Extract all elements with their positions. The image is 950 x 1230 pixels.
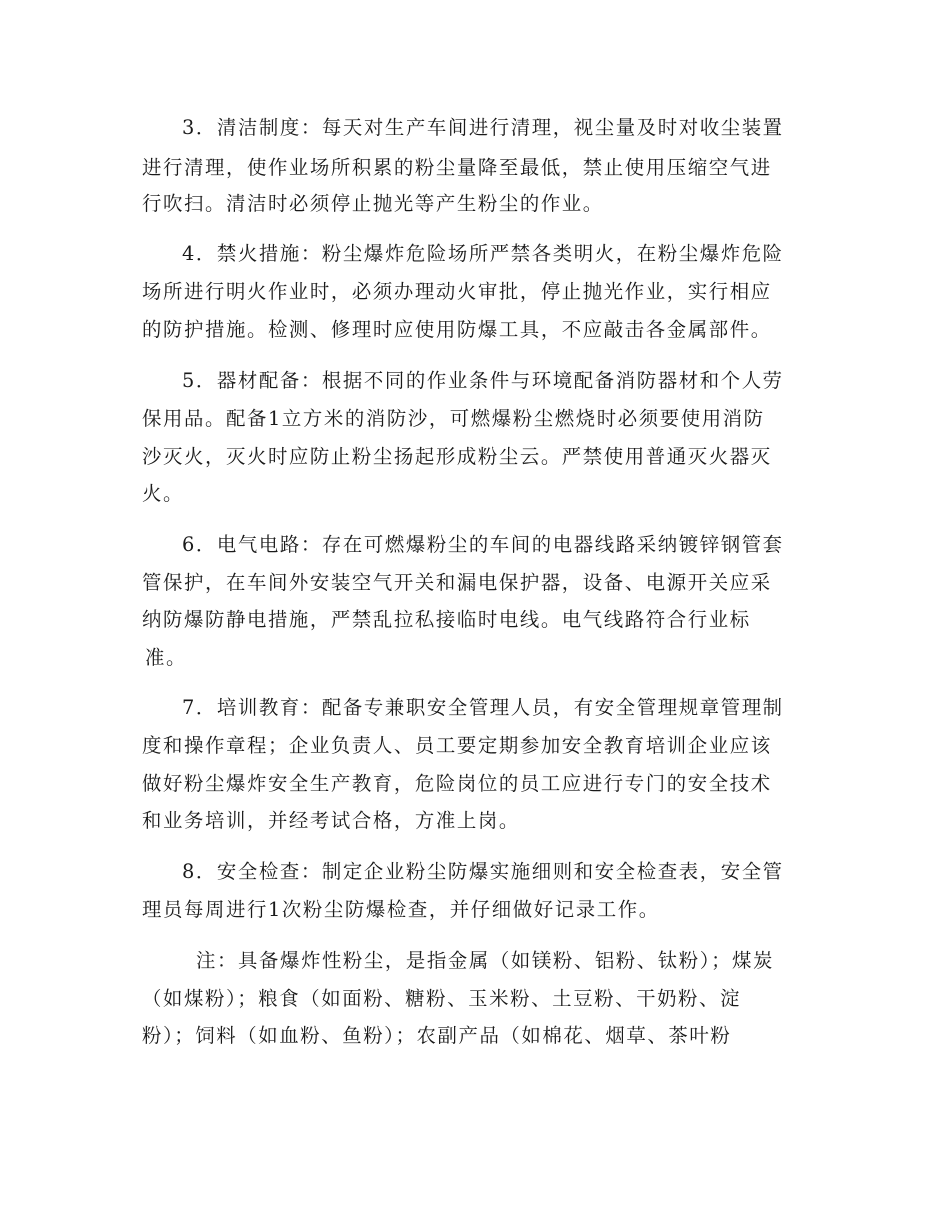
paragraph-2-line-2: 场所进行明火作业时，必须办理动火审批，停止抛光作业，实行相应 xyxy=(142,280,772,303)
paragraph-1-line-3: 行吹扫。清洁时必须停止抛光等产生粉尘的作业。 xyxy=(142,192,604,215)
paragraph-6-line-2: 理员每周进行1次粉尘防爆检查，并仔细做好记录工作。 xyxy=(142,898,660,921)
paragraph-3-line-2: 保用品。配备1立方米的消防沙，可燃爆粉尘燃烧时必须要使用消防 xyxy=(142,407,765,430)
paragraph-3-line-4: 火。 xyxy=(142,482,184,505)
paragraph-1-line-1: 3．清洁制度：每天对生产车间进行清理，视尘量及时对收尘装置 xyxy=(182,116,784,139)
paragraph-4-line-4: 准。 xyxy=(145,646,187,669)
paragraph-5-line-1: 7．培训教育：配备专兼职安全管理人员，有安全管理规章管理制 xyxy=(182,696,784,719)
paragraph-4-line-3: 纳防爆防静电措施，严禁乱拉私接临时电线。电气线路符合行业标 xyxy=(142,608,751,631)
paragraph-7-line-3: 粉）；饲料（如血粉、鱼粉）；农副产品（如棉花、烟草、茶叶粉 xyxy=(142,1024,732,1047)
paragraph-5-line-2: 度和操作章程；企业负责人、员工要定期参加安全教育培训企业应该 xyxy=(142,734,772,757)
paragraph-7-line-1: 注：具备爆炸性粉尘，是指金属（如镁粉、铝粉、钛粉）；煤炭 xyxy=(196,949,775,972)
paragraph-7-line-2: （如煤粉）；粮食（如面粉、糖粉、玉米粉、土豆粉、干奶粉、淀 xyxy=(142,987,742,1010)
paragraph-3-line-1: 5．器材配备：根据不同的作业条件与环境配备消防器材和个人劳 xyxy=(182,369,784,392)
paragraph-2-line-1: 4．禁火措施：粉尘爆炸危险场所严禁各类明火，在粉尘爆炸危险 xyxy=(182,242,784,265)
paragraph-6-line-1: 8．安全检查：制定企业粉尘防爆实施细则和安全检查表，安全管 xyxy=(182,860,784,883)
paragraph-1-line-2: 进行清理，使作业场所积累的粉尘量降至最低，禁止使用压缩空气进 xyxy=(142,156,772,179)
paragraph-5-line-4: 和业务培训，并经考试合格，方准上岗。 xyxy=(142,809,520,832)
paragraph-3-line-3: 沙灭火，灭火时应防止粉尘扬起形成粉尘云。严禁使用普通灭火器灭 xyxy=(142,445,772,468)
paragraph-4-line-2: 管保护，在车间外安装空气开关和漏电保护器，设备、电源开关应采 xyxy=(142,571,772,594)
paragraph-5-line-3: 做好粉尘爆炸安全生产教育，危险岗位的员工应进行专门的安全技术 xyxy=(142,772,772,795)
paragraph-2-line-3: 的防护措施。检测、修理时应使用防爆工具，不应敲击各金属部件。 xyxy=(142,318,772,341)
paragraph-4-line-1: 6．电气电路：存在可燃爆粉尘的车间的电器线路采纳镀锌钢管套 xyxy=(182,533,784,556)
